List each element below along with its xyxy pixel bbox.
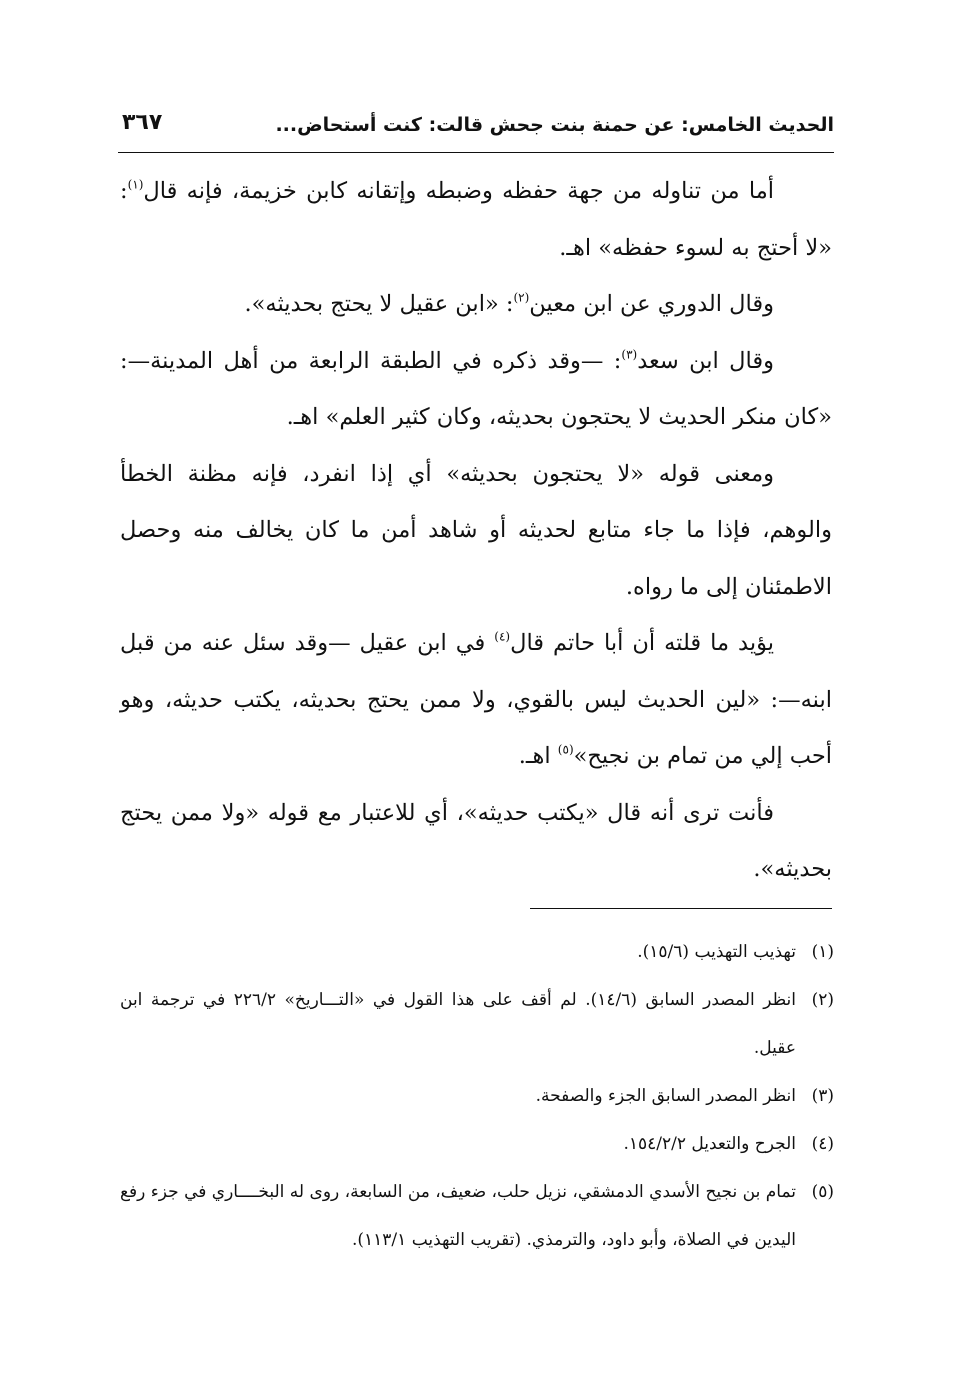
footnote-number: (٤) (811, 1134, 834, 1154)
footnote-number: (٥) (811, 1182, 834, 1202)
paragraph-5: يؤيد ما قلته أن أبا حاتم قال$^{(٤)}$ في ابن عقيل —وقد سئل عنه من قبل ابنه—: «لين الحديث ليس بالقوي، ولا ممن يحتج بحديثه، يكتب حديثه، وهو أحب إلي من تمام بن نجيح»$^{(٥)}$ اهـ. (120, 629, 832, 769)
paragraph-1: أما من تناوله من جهة حفظه وضبطه وإتقانه كابن خزيمة، فإنه قال$^{(١)}$: «لا أحتج به لسوء حفظه» اهـ. (120, 177, 832, 261)
footnote-text: انظر المصدر السابق الجزء والصفحة. (535, 1086, 796, 1106)
footnote-number: (١) (811, 942, 834, 962)
footnote-ref-4[interactable]: (٤) (494, 629, 511, 644)
footnotes (120, 928, 834, 1264)
paragraph-2: وقال الدوري عن ابن معين$^{(٢)}$: «ابن عقيل لا يحتج بحديثه». (244, 290, 774, 317)
paragraph-4: ومعنى قوله «لا يحتجون بحديثه» أي إذا انفرد، فإنه مظنة الخطأ والوهم، فإذا ما جاء متابع لحديثه أو شاهد أمن ما كان يخالف منه وحصل الاطمئنان إلى ما رواه. (120, 460, 832, 600)
footnote-ref-5[interactable]: (٥) (557, 742, 574, 757)
footnote-4 (120, 1120, 834, 1168)
header-rule (118, 152, 834, 153)
running-header-title: الحديث الخامس: عن حمنة بنت جحش قالت: كنت أستحاض... (275, 114, 834, 136)
footnote-ref-1[interactable]: (١) (127, 177, 144, 192)
footnote-ref-3[interactable]: (٣) (621, 346, 638, 361)
footnote-ref-2[interactable]: (٢) (513, 290, 530, 305)
running-header (118, 108, 834, 152)
footnote-2 (120, 976, 834, 1072)
footnote-number: (٣) (811, 1086, 834, 1106)
footnote-text: تمام بن نجيح الأسدي الدمشقي، نزيل حلب، ضعيف، من السابعة، روى له البخــــاري في جزء رفع اليدين في الصلاة، وأبو داود، والترمذي. (تقريب التهذيب ١١٣/١). (120, 1182, 796, 1250)
footnote-5 (120, 1168, 834, 1264)
footnote-text: تهذيب التهذيب (١٥/٦). (637, 942, 796, 962)
footnote-text: انظر المصدر السابق (١٤/٦). لم أقف على هذا القول في «التـــاريخ» ٢٢٦/٢ في ترجمة ابن عقيل. (120, 990, 797, 1058)
main-text (120, 163, 832, 898)
footnote-text: الجرح والتعديل ١٥٤/٢/٢. (623, 1134, 796, 1154)
paragraph-3: وقال ابن سعد$^{(٣)}$: —وقد ذكره في الطبقة الرابعة من أهل المدينة—: «كان منكر الحديث لا يحتجون بحديثه، وكان كثير العلم» اهـ. (120, 346, 832, 430)
footnote-number: (٢) (811, 990, 834, 1010)
page-number: ٣٦٧ (122, 110, 163, 135)
paragraph-6: فأنت ترى أنه قال «يكتب حديثه»، أي للاعتبار مع قوله «ولا ممن يحتج بحديثه». (120, 799, 832, 882)
footnote-separator (530, 908, 832, 909)
footnote-3 (120, 1072, 834, 1120)
footnote-1 (120, 928, 834, 976)
